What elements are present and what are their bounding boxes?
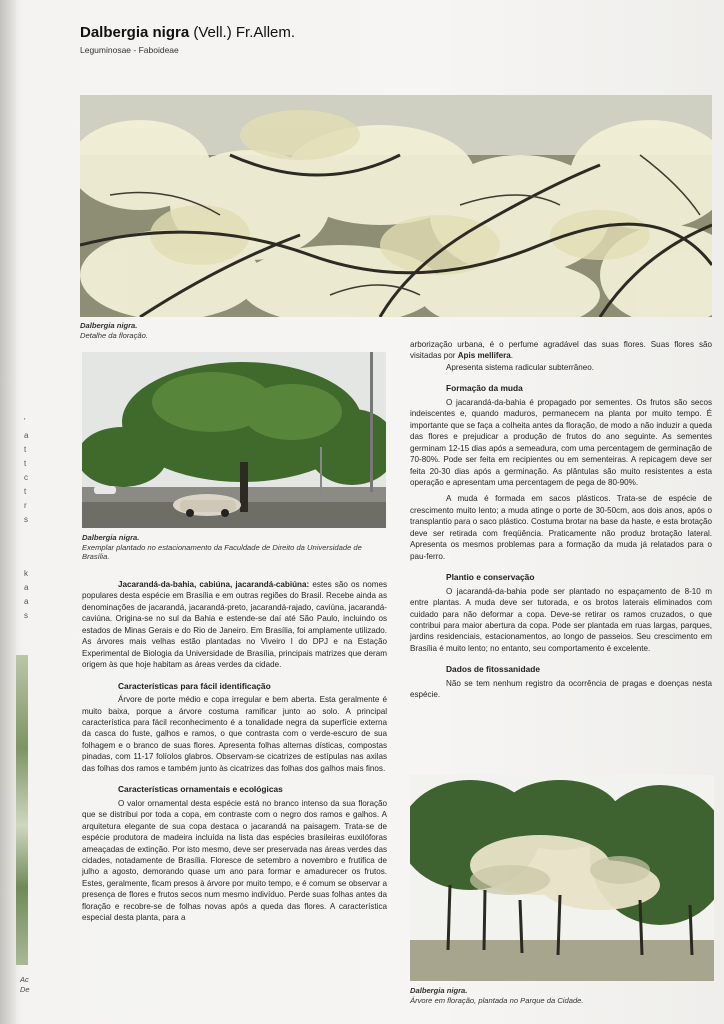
margin-char: t [24,445,27,454]
common-names: Jacarandá-da-bahia, cabiúna, jacarandá-cabiúna: [118,580,310,589]
figure-2-text: Exemplar plantado no estacionamento da Faculdade de Direito da Universidade de Brasília. [82,542,362,562]
facing-page-margin-text [24,415,34,623]
margin-char: s [24,611,28,620]
margin-char: k [24,569,28,578]
margin-char: c [24,473,28,482]
continued-end: . [510,351,514,361]
section-heading-seedling: Formação da muda [446,383,523,394]
continued-text: arborização urbana, é o perfume agradável das suas flores. Suas flores são visitadas por [410,340,712,361]
figure-caption-3 [410,986,714,1005]
margin-char: r [24,501,27,510]
species-name: Dalbergia nigra [80,24,190,41]
margin-char: ' [24,417,26,426]
figure-3-text: Árvore em floração, plantada no Parque da Cidade. [410,995,584,1005]
right-text-column [410,339,712,701]
section-heading-ornamental: Características ornamentais e ecológicas [118,784,283,795]
page-title [80,24,295,41]
margin-char: t [24,459,27,468]
parking-lot-tree-photo [82,352,386,528]
margin-char: t [24,487,27,496]
root-system-paragraph: Apresenta sistema radicular subterrâneo. [446,362,595,372]
facing-page-photo-edge [16,655,28,965]
flowering-detail-photo [80,95,712,317]
margin-char: a [24,597,29,606]
bee-species: Apis mellifera [457,351,511,361]
figure-1-text: Detalhe da floração. [80,330,148,340]
intro-paragraph [82,579,387,671]
seedling-paragraph-1: O jacarandá-da-bahia é propagado por sementes. Os frutos são secos indeiscentes e, quando maduros, permanecem na planta por muito tempo. É importante que se faça a colheita antes da floração, de modo a não induzir a queda das flores e prejudicar a produção de frutos do ano seguinte. As sementes germinam 12-15 dias após a semeadura, com uma percentagem de germinação de 70-80%. Pode ser feita em recipientes ou em sementeiras. A repicagem deve ser feita 20-30 dias após a germinação. As plântulas são muito resistentes a esta operação e apresentam uma percentagem de pega de 80-90%. [410,397,712,487]
park-trees-photo [410,775,714,981]
ornamental-paragraph: O valor ornamental desta espécie está no branco intenso da sua floração que se distribui por toda a copa, em contraste com o negro dos ramos e galhos. A arquitetura elegante de sua copa destaca o jacarandá na paisagem. Trata-se de espécie produtora de madeira incluída na lista das espécies brasileiras euxilóforas ameaçadas de extinção. Por isto mesmo, deve ser preservada nas áreas verdes das cidades, notadamente de Brasília. Floresce de setembro a novembro e frutifica de julho a agosto, demorando quase um ano para formar e amadurecer os frutos. Estes, geralmente, ficam presos à árvore por muito tempo, e é comum se observar a presença de flores e frutos secos num mesmo indivíduo. Perde suas folhas antes da floração e recobre-se de folhas novas após a queda das flores. A característica especial desta planta, para a [82,798,387,923]
page-gutter [0,0,16,1024]
section-heading-planting: Plantio e conservação [446,572,535,583]
section-heading-identification: Características para fácil identificação [118,680,271,691]
identification-paragraph: Árvore de porte médio e copa irregular e bem aberta. Esta geralmente é muito baixa, porque a árvore costuma ramificar junto ao solo. A principal característica para fácil reconhecimento é a tonalidade negra da superfície externa da casca do fuste, galhos e ramos, o que contrasta com o verde-escuro de sua folhagem e o branco de suas flores. Apresenta folhas alternas dísticas, compostas pinadas, com 11-17 folíolos glabros. Observam-se cicatrizes de estípulas nas axilas das folhas dos ramos e também junto às cicatrizes das folhas dos galhos mais finos. [82,695,387,773]
seedling-paragraph-2: A muda é formada em sacos plásticos. Trata-se de espécie de crescimento muito lento; a muda atinge o porte de 30-50cm, aos dois anos, após o transplantio para o saco plástico. Costuma brotar na base da haste, e esta brotação deve ser retirada com freqüência. Praticamente não produz brotação lateral. Apresenta os mesmos problemas para a formação da muda já relatados para o pau-ferro. [410,494,712,561]
margin-char: a [24,583,29,592]
figure-2-title: Dalbergia nigra. [82,533,140,542]
planting-paragraph: O jacarandá-da-bahia pode ser plantado no espaçamento de 8-10 m entre plantas. A muda deve ser tutorada, e os brotos laterais eliminados com cuidado para não deformar a copa. Deve-se retirar os ramos cruzados, o que contribui para maior abertura da copa. Pode ser plantada em ruas largas, parques, jardins residenciais, estacionamentos, ao longo de passeios. Seu crescimento em Brasília é muito lento; no entanto, seu comportamento é excelente. [410,586,712,653]
margin-char: a [24,431,29,440]
figure-3-title: Dalbergia nigra. [410,986,468,995]
species-author: (Vell.) Fr.Allem. [193,24,296,41]
continued-paragraph [410,339,712,362]
phytosanitary-paragraph: Não se tem nenhum registro da ocorrência de pragas e doenças nesta espécie. [410,678,712,700]
section-heading-phytosanitary: Dados de fitossanidade [446,664,541,675]
figure-caption-1 [80,321,380,340]
margin-char: s [24,515,28,524]
figure-1-title: Dalbergia nigra. [80,321,138,330]
facing-page-caption-edge: Ac De [20,975,30,994]
intro-text: estes são os nomes populares desta espécie em Brasília e em outras regiões do Brasil. Recebe ainda as denominações de jacarandá, jacarandá-preto, jacarandá-rajado, caviúna, jacarandá-caviúna. Origina-se no sul da Bahia e estende-se daí até São Paulo, incluindo os estados de Minas Gerais e do Rio de Janeiro. Em Brasília, foi amplamente utilizado. As árvores mais velhas estão plantadas no Viveiro I do DPJ e na Estação Experimental de Biologia da Universidade de Brasília, principais matrizes que deram origem às que hoje habitam as áreas verdes da cidade. [82,580,387,670]
figure-caption-2 [82,533,382,562]
left-text-column [82,579,387,924]
family-name: Leguminosae - Faboideae [80,45,179,55]
